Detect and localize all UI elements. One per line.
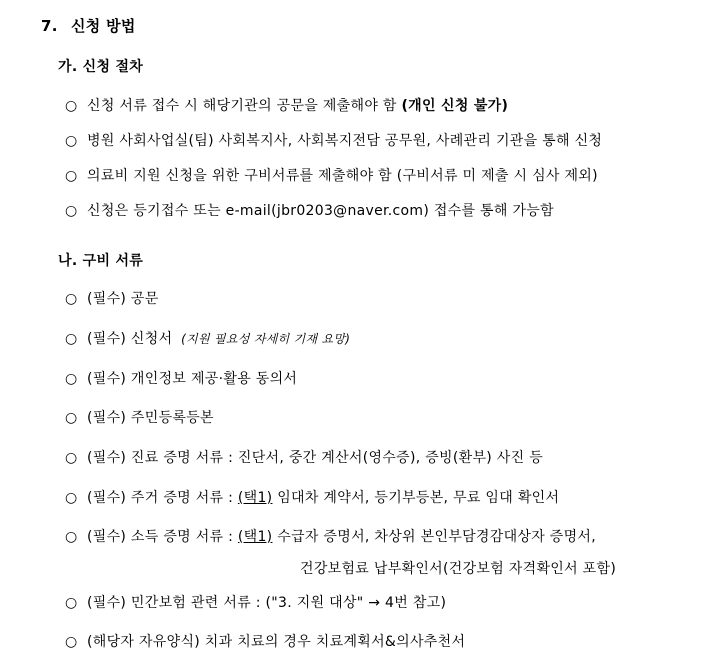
bullet-circle-icon: ○	[65, 595, 78, 611]
bullet-circle-icon: ○	[65, 98, 78, 114]
list-item	[65, 632, 465, 652]
bullet-circle-icon: ○	[65, 133, 78, 149]
item-text: 신청 서류 접수 시 해당기관의 공문을 제출해야 함	[87, 98, 402, 114]
bullet-circle-icon: ○	[65, 291, 78, 307]
list-item	[65, 448, 543, 468]
item-prefix: (필수) 소득 증명 서류 :	[87, 529, 238, 545]
item-text: 신청은 등기접수 또는 e-mail(jbr0203@naver.com) 접수를 통해 가능함	[87, 203, 554, 219]
bullet-circle-icon: ○	[65, 203, 78, 219]
list-item	[65, 527, 596, 547]
list-item	[65, 593, 446, 613]
item-text: (필수) 진료 증명 서류 : 진단서, 중간 계산서(영수증), 증빙(환부) 사진 등	[87, 450, 544, 466]
list-item	[65, 166, 598, 186]
item-underlined-choice: (택1)	[237, 529, 273, 545]
item-text: 의료비 지원 신청을 위한 구비서류를 제출해야 함 (구비서류 미 제출 시 심사 제외)	[87, 168, 598, 184]
item-text: (필수) 개인정보 제공·활용 동의서	[87, 371, 298, 387]
bullet-circle-icon: ○	[65, 490, 78, 506]
list-item	[65, 131, 602, 151]
list-item	[65, 201, 554, 221]
bullet-circle-icon: ○	[65, 450, 78, 466]
item-text: (필수) 주민등록등본	[87, 410, 214, 426]
list-item	[65, 488, 559, 508]
item-text: 병원 사회사업실(팀) 사회복지사, 사회복지전담 공무원, 사례관리 기관을 통해 신청	[87, 133, 603, 149]
list-item	[65, 96, 508, 116]
bullet-circle-icon: ○	[65, 529, 78, 545]
item-italic-note: (지원 필요성 자세히 기재 요망)	[181, 332, 351, 346]
list-item	[65, 289, 159, 309]
list-item	[65, 369, 297, 389]
bullet-circle-icon: ○	[65, 371, 78, 387]
bullet-circle-icon: ○	[65, 410, 78, 426]
bullet-circle-icon: ○	[65, 331, 78, 347]
bullet-circle-icon: ○	[65, 168, 78, 184]
item-text: 임대차 계약서, 등기부등본, 무료 임대 확인서	[272, 490, 560, 506]
item-text: (필수) 공문	[87, 291, 159, 307]
item-prefix: (필수) 주거 증명 서류 :	[87, 490, 238, 506]
list-item-continuation: 건강보험료 납부확인서(건강보험 자격확인서 포함)	[300, 561, 617, 577]
subheading-required-documents: 나. 구비 서류	[58, 253, 144, 269]
list-item	[65, 329, 350, 349]
section-number: 7.	[41, 17, 58, 35]
item-bold-note: (개인 신청 불가)	[401, 98, 509, 114]
list-item	[65, 408, 214, 428]
section-title: 신청 방법	[71, 17, 136, 35]
item-text: (해당자 자유양식) 치과 치료의 경우 치료계획서&의사추천서	[87, 634, 466, 650]
subheading-application-procedure: 가. 신청 절차	[58, 59, 144, 75]
section-heading	[41, 16, 136, 36]
item-text: (필수) 민간보험 관련 서류 : ("3. 지원 대상" → 4번 참고)	[87, 595, 447, 611]
bullet-circle-icon: ○	[65, 634, 78, 650]
item-text: 수급자 증명서, 차상위 본인부담경감대상자 증명서,	[272, 529, 597, 545]
item-underlined-choice: (택1)	[237, 490, 273, 506]
item-text: (필수) 신청서	[87, 331, 178, 347]
